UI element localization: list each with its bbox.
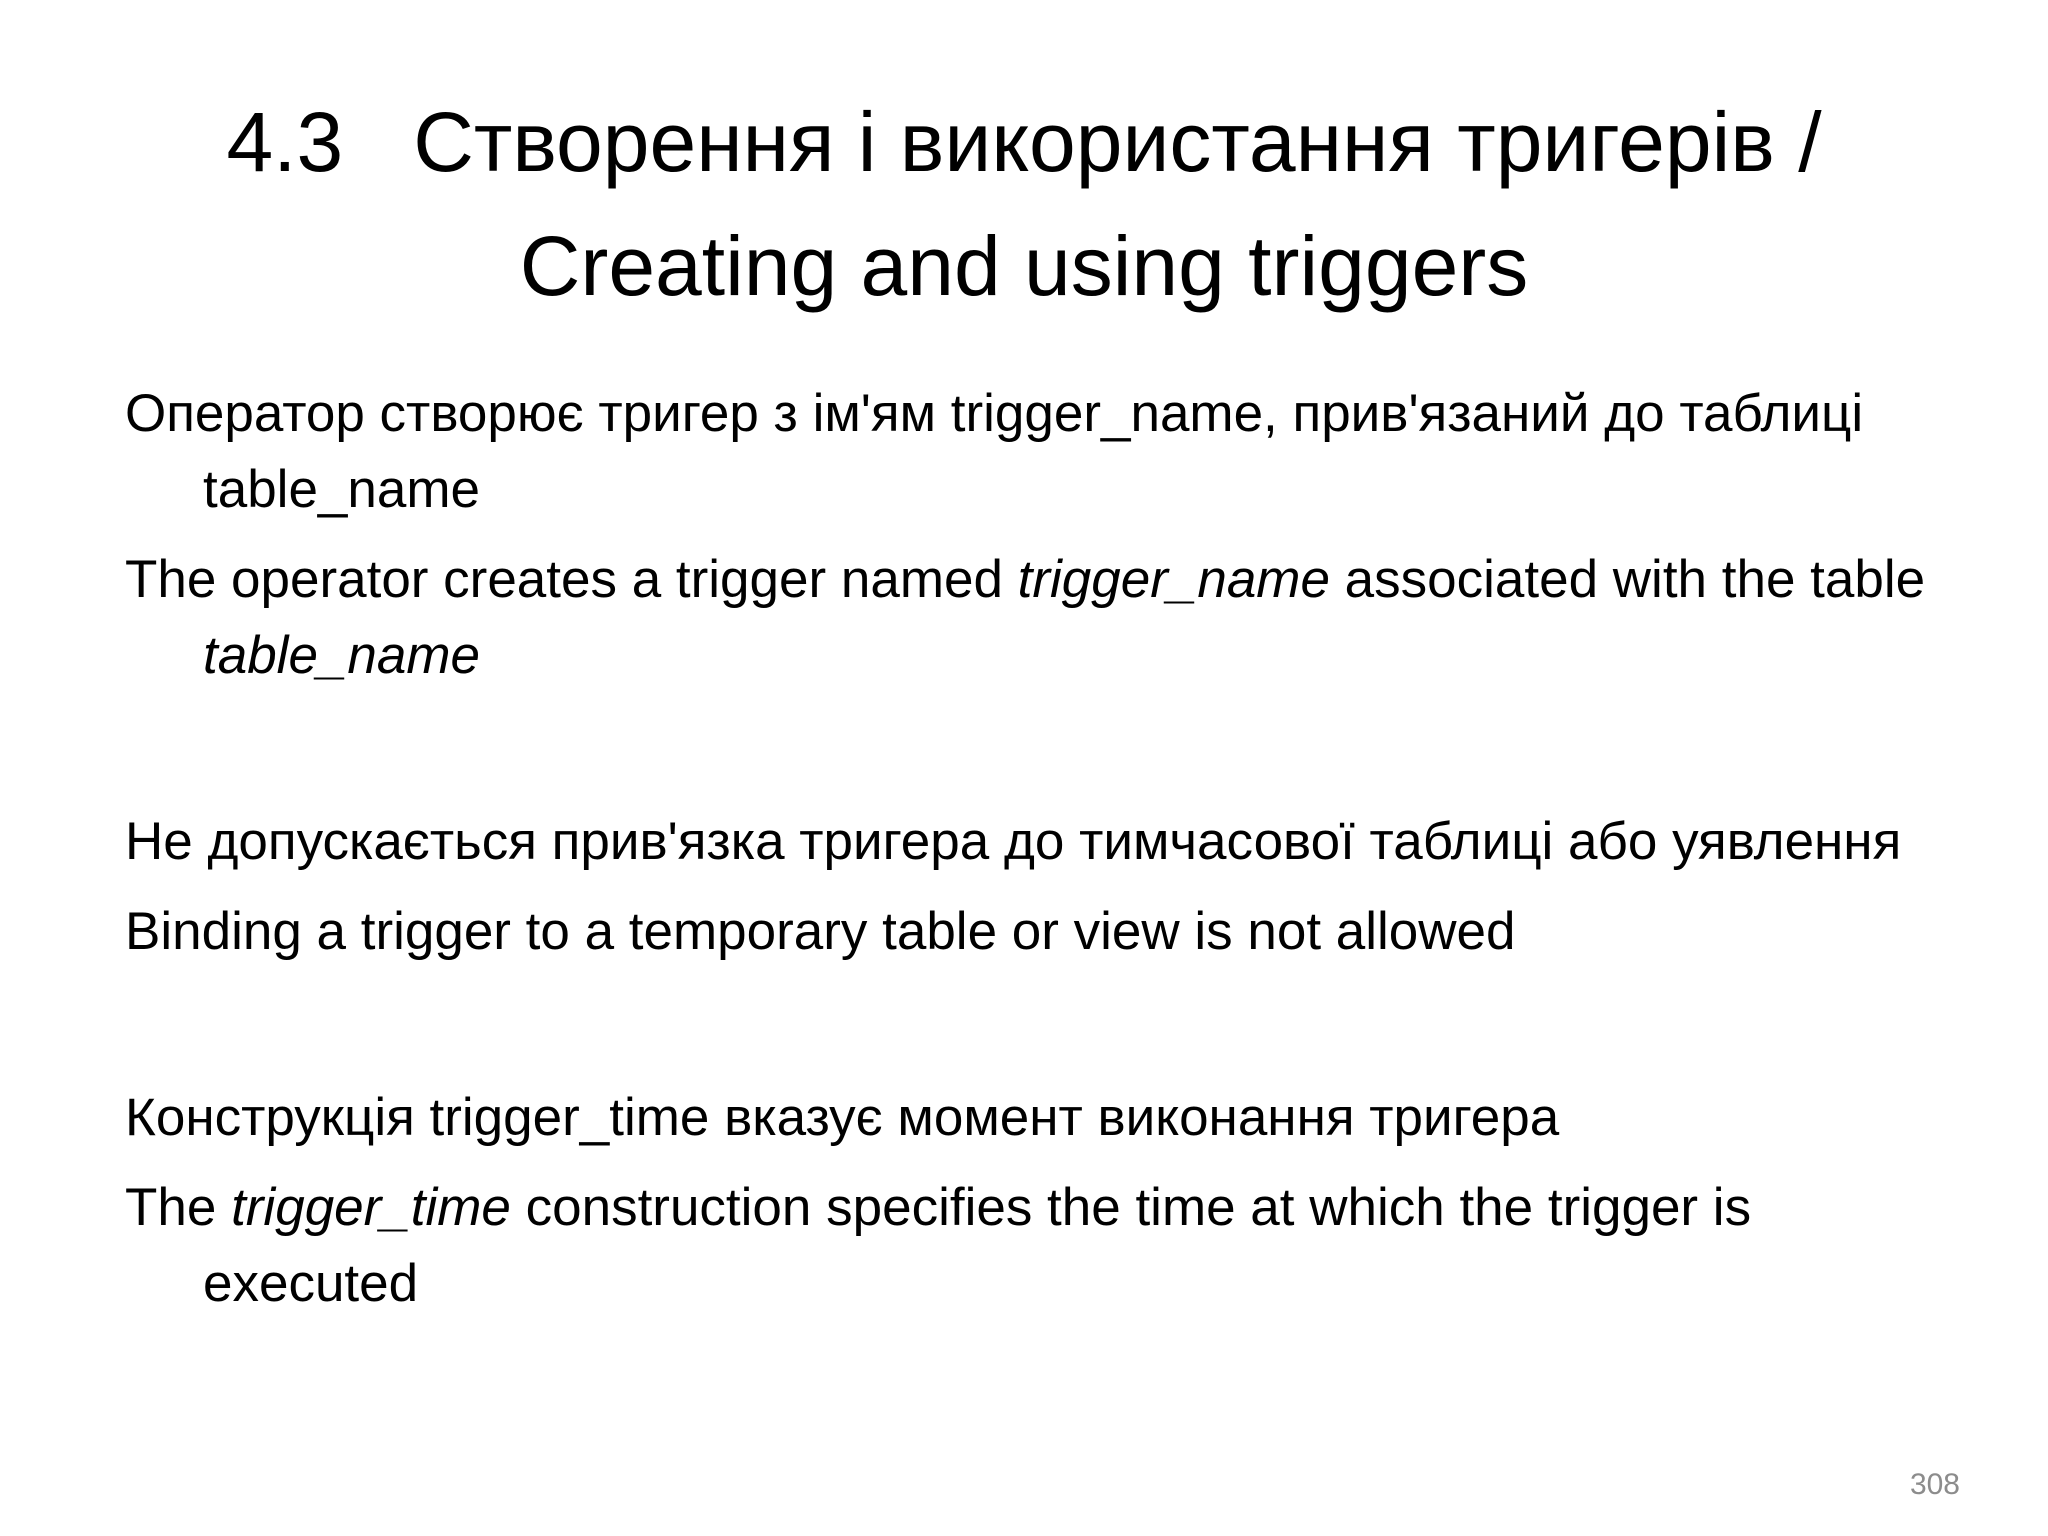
paragraph-en-trigger-creation: [125, 542, 1945, 694]
title-text-ukrainian: Створення і використання тригерів /: [413, 95, 1822, 189]
italic-table-name: table_name: [203, 626, 480, 685]
paragraph-en-temporary-table: Binding a trigger to a temporary table or view is not allowed: [125, 902, 1516, 961]
slide-title: [100, 80, 1948, 328]
text-segment: associated with the table: [1329, 550, 1926, 609]
paragraph-en-trigger-time: [125, 1170, 1945, 1322]
title-line-1: [100, 80, 1948, 204]
title-line-2: Creating and using triggers: [519, 219, 1529, 313]
paragraph-uk-temporary-table: Не допускається прив'язка тригера до тимчасової таблиці або уявлення: [125, 812, 1902, 871]
text-segment: The: [125, 1178, 232, 1237]
paragraph-uk-trigger-creation: Оператор створює тригер з ім'ям trigger_name, прив'язаний до таблиці table_name: [125, 384, 1864, 519]
slide-body: [125, 376, 1945, 1322]
paragraph-uk-trigger-time: Конструкція trigger_time вказує момент виконання тригера: [125, 1088, 1560, 1147]
page-number: 308: [1909, 1468, 1960, 1501]
italic-trigger-time: trigger_time: [231, 1178, 511, 1237]
text-segment: The operator creates a trigger named: [125, 550, 1018, 609]
section-number: 4.3: [226, 95, 344, 189]
italic-trigger-name: trigger_name: [1017, 550, 1330, 609]
text-segment: construction specifies the time at which the trigger is executed: [203, 1178, 1752, 1313]
